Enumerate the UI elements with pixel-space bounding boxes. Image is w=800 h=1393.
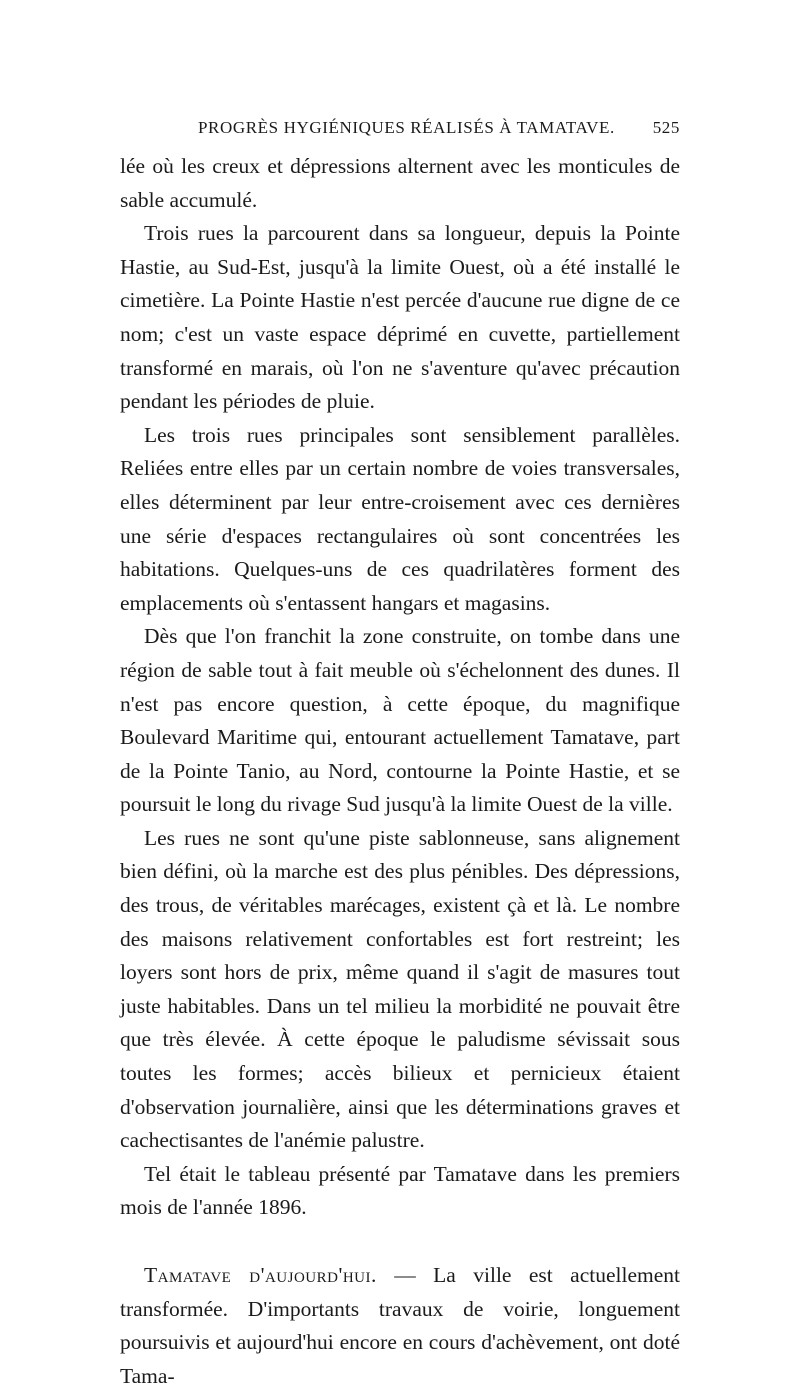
paragraph-dunes: Dès que l'on franchit la zone construite, on tombe dans une région de sable tout à fait meuble où s'échelonnent des dunes. Il n'est pas encore question, à cette époque, du magnifique Boulevard Maritime qui, entourant actuellement Tamatave, part de la Pointe Tanio, au Nord, contourne la Pointe Hastie, et se poursuit le long du rivage Sud jusqu'à la limite Ouest de la ville. xyxy=(120,624,680,817)
paragraph-tableau: Tel était le tableau présenté par Tamatave dans les premiers mois de l'année 1896. xyxy=(120,1161,680,1220)
running-title: PROGRÈS HYGIÉNIQUES RÉALISÉS À TAMATAVE. xyxy=(198,118,615,137)
body-text xyxy=(120,150,680,1393)
section-paragraph xyxy=(120,1259,680,1393)
section-heading: Tamatave d'aujourd'hui. xyxy=(144,1263,377,1287)
paragraph-sandy-tracks: Les rues ne sont qu'une piste sablonneuse, sans alignement bien défini, où la marche est des plus pénibles. Des dépressions, des trous, de véritables marécages, existent çà et là. Le nombre des maisons relativement confortables est fort restreint; les loyers sont hors de prix, même quand il s'agit de masures tout juste habitables. Dans un tel milieu la morbidité ne pouvait être que très élevée. À cette époque le paludisme sévissait sous toutes les formes; accès bilieux et pernicieux étaient d'observation journalière, ainsi que les déterminations graves et cachectisantes de l'anémie palustre. xyxy=(120,825,680,1153)
book-page xyxy=(120,0,680,1388)
section-text: — La ville est actuellement transformée. D'importants travaux de voirie, longuement poursuivis et aujourd'hui encore en cours d'achèvement, ont doté Tama- xyxy=(120,1263,680,1388)
page-number: 525 xyxy=(652,118,680,137)
paragraph-parallel-streets: Les trois rues principales sont sensiblement parallèles. Reliées entre elles par un certain nombre de voies transversales, elles déterminent par leur entre-croisement avec ces dernières une série d'espaces rectangulaires où sont concentrées les habitations. Quelques-uns de ces quadrilatères forment des emplacements où s'entassent hangars et magasins. xyxy=(120,422,680,615)
paragraph-streets: Trois rues la parcourent dans sa longueur, depuis la Pointe Hastie, au Sud-Est, jusqu'à la limite Ouest, où a été installé le cimetière. La Pointe Hastie n'est percée d'aucune rue digne de ce nom; c'est un vaste espace déprimé en cuvette, partiellement transformé en marais, où l'on ne s'aventure qu'avec précaution pendant les périodes de pluie. xyxy=(120,221,680,414)
paragraph-continuation: lée où les creux et dépressions alternent avec les monticules de sable accumulé. xyxy=(120,154,680,212)
running-header xyxy=(120,118,680,144)
